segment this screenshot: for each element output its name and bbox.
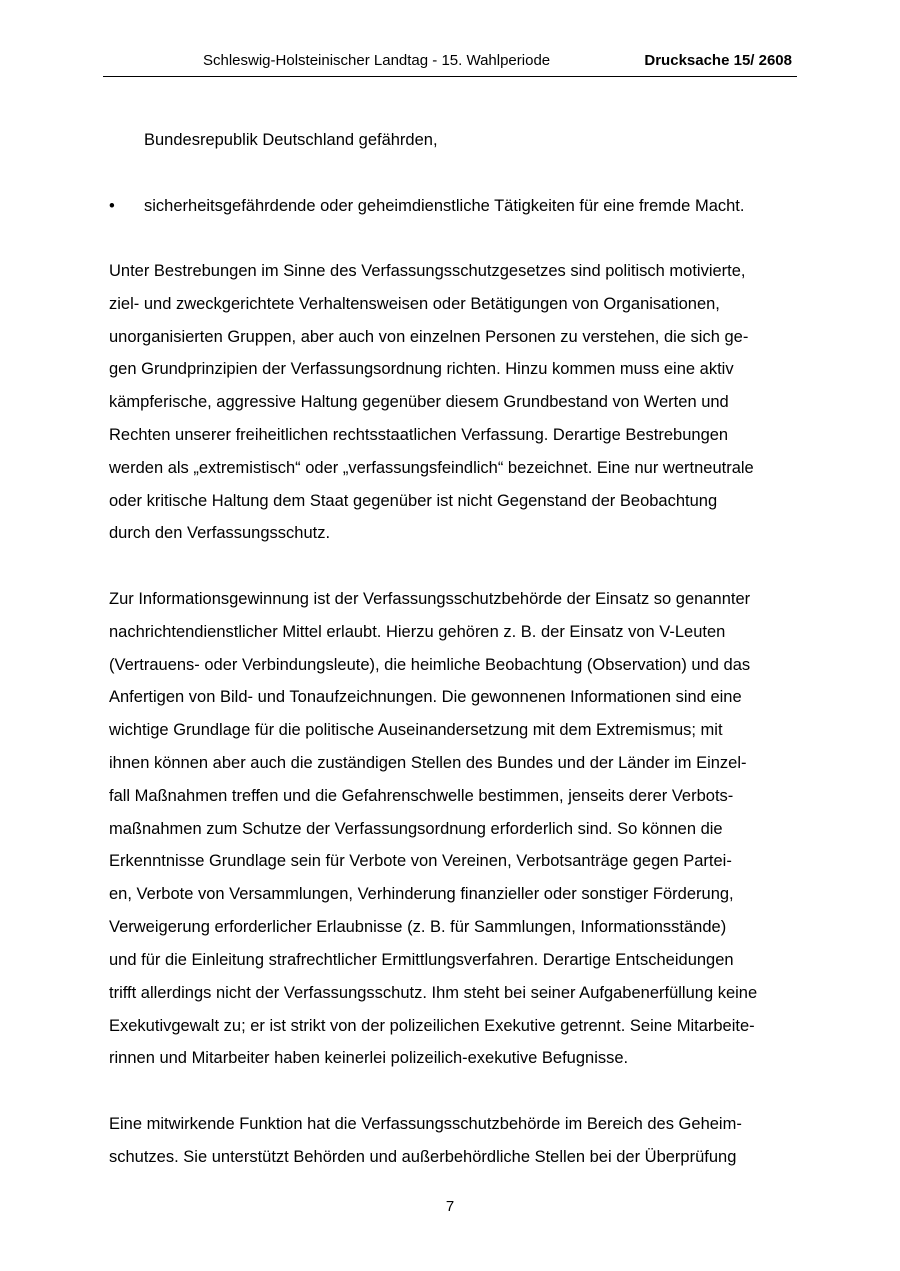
paragraph-line: Verweigerung erforderlicher Erlaubnisse (z. B. für Sammlungen, Informationsstände) xyxy=(109,918,727,936)
document-number: Drucksache 15/ 2608 xyxy=(644,52,792,69)
paragraph-line: Zur Informationsgewinnung ist der Verfassungsschutzbehörde der Einsatz so genannter xyxy=(109,590,751,608)
paragraph-line: trifft allerdings nicht der Verfassungsschutz. Ihm steht bei seiner Aufgabenerfüllung keine xyxy=(109,984,758,1002)
paragraph-line: gen Grundprinzipien der Verfassungsordnung richten. Hinzu kommen muss eine aktiv xyxy=(109,360,734,378)
bullet-text: sicherheitsgefährdende oder geheimdienstliche Tätigkeiten für eine fremde Macht. xyxy=(144,197,745,215)
paragraph-line: (Vertrauens- oder Verbindungsleute), die heimliche Beobachtung (Observation) und das xyxy=(109,656,751,674)
paragraph-line: Rechten unserer freiheitlichen rechtsstaatlichen Verfassung. Derartige Bestrebungen xyxy=(109,426,729,444)
paragraph-line: Unter Bestrebungen im Sinne des Verfassungsschutzgesetzes sind politisch motivierte, xyxy=(109,262,746,280)
paragraph-line: unorganisierten Gruppen, aber auch von einzelnen Personen zu verstehen, die sich ge- xyxy=(109,328,749,346)
paragraph-line: rinnen und Mitarbeiter haben keinerlei polizeilich-exekutive Befugnisse. xyxy=(109,1049,629,1067)
paragraph-line: maßnahmen zum Schutze der Verfassungsordnung erforderlich sind. So können die xyxy=(109,820,723,838)
paragraph-line: schutzes. Sie unterstützt Behörden und außerbehördliche Stellen bei der Überprüfung xyxy=(109,1148,737,1166)
continuation-line: Bundesrepublik Deutschland gefährden, xyxy=(144,131,438,149)
paragraph-line: fall Maßnahmen treffen und die Gefahrenschwelle bestimmen, jenseits derer Verbots- xyxy=(109,787,734,805)
paragraph-line: Anfertigen von Bild- und Tonaufzeichnungen. Die gewonnenen Informationen sind eine xyxy=(109,688,742,706)
paragraph-line: nachrichtendienstlicher Mittel erlaubt. Hierzu gehören z. B. der Einsatz von V-Leuten xyxy=(109,623,726,641)
paragraph-line: Exekutivgewalt zu; er ist strikt von der polizeilichen Exekutive getrennt. Seine Mitarbeite- xyxy=(109,1017,755,1035)
paragraph-line: ihnen können aber auch die zuständigen Stellen des Bundes und der Länder im Einzel- xyxy=(109,754,747,772)
paragraph-line: durch den Verfassungsschutz. xyxy=(109,524,331,542)
page-number: 7 xyxy=(445,1198,455,1215)
bullet-icon: • xyxy=(109,197,115,215)
page-header xyxy=(103,52,797,77)
paragraph-line: ziel- und zweckgerichtete Verhaltensweisen oder Betätigungen von Organisationen, xyxy=(109,295,720,313)
paragraph-line: Erkenntnisse Grundlage sein für Verbote von Vereinen, Verbotsanträge gegen Partei- xyxy=(109,852,732,870)
paragraph-line: und für die Einleitung strafrechtlicher Ermittlungsverfahren. Derartige Entscheidungen xyxy=(109,951,734,969)
header-title: Schleswig-Holsteinischer Landtag - 15. Wahlperiode xyxy=(203,52,551,69)
paragraph-line: Eine mitwirkende Funktion hat die Verfassungsschutzbehörde im Bereich des Geheim- xyxy=(109,1115,742,1133)
paragraph-line: werden als „extremistisch“ oder „verfassungsfeindlich“ bezeichnet. Eine nur wertneutrale xyxy=(109,459,754,477)
paragraph-line: oder kritische Haltung dem Staat gegenüber ist nicht Gegenstand der Beobachtung xyxy=(109,492,718,510)
paragraph-line: kämpferische, aggressive Haltung gegenüber diesem Grundbestand von Werten und xyxy=(109,393,729,411)
paragraph-line: en, Verbote von Versammlungen, Verhinderung finanzieller oder sonstiger Förderung, xyxy=(109,885,734,903)
paragraph-line: wichtige Grundlage für die politische Auseinandersetzung mit dem Extremismus; mit xyxy=(109,721,723,739)
